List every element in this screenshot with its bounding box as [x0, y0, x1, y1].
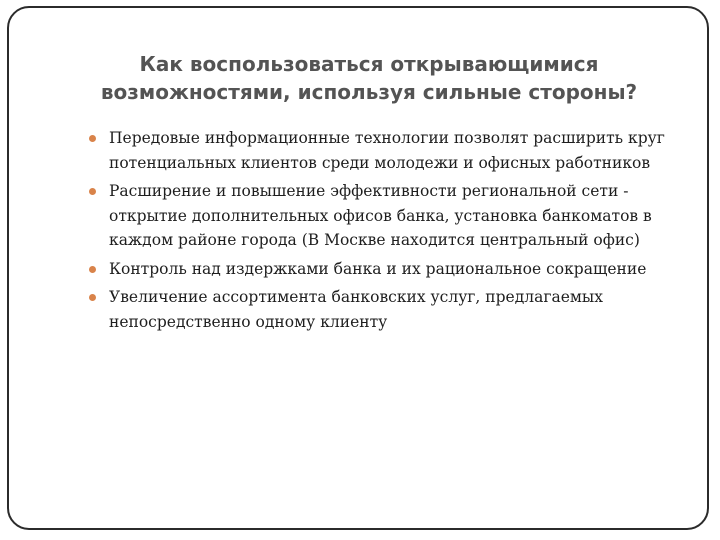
bullet-text: Контроль над издержками банка и их рациональное сокращение	[109, 259, 647, 278]
list-item	[89, 126, 679, 175]
slide-title: Как воспользоваться открывающимися возможностями, используя сильные стороны?	[100, 52, 638, 104]
list-item	[89, 285, 679, 334]
bullet-list	[89, 126, 679, 338]
slide-frame	[7, 6, 709, 530]
list-item	[89, 179, 679, 253]
bullet-dot-icon	[89, 266, 96, 273]
bullet-text: Расширение и повышение эффективности региональной сети - открытие дополнительных офисов банка, установка банкоматов в каждом районе города (В Москве находится центральный офис)	[109, 182, 652, 249]
list-item	[89, 257, 679, 282]
bullet-text: Передовые информационные технологии позволят расширить круг потенциальных клиентов среди молодежи и офисных работников	[109, 129, 665, 172]
bullet-dot-icon	[89, 135, 96, 142]
bullet-dot-icon	[89, 294, 96, 301]
bullet-dot-icon	[89, 188, 96, 195]
bullet-text: Увеличение ассортимента банковских услуг, предлагаемых непосредственно одному клиенту	[109, 288, 604, 331]
